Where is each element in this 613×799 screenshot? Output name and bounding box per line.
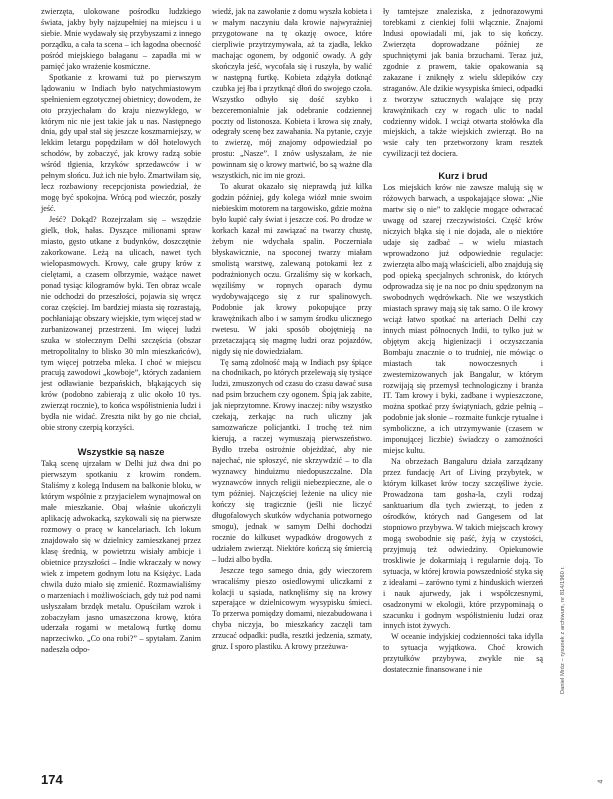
paragraph: Na obrzeżach Bangaluru działa zarządzany przez fundację Art of Living przybytek, w którym kilkaset krów toczy szczęśliwe życie. Prowadzona tam gosha-la, czyli rodzaj sanktuarium dla tych zwierząt, to jeden z ośrodków, których nad Gangesem od lat stopniowo przybywa. W takich miejscach krowy mogą swobodnie się paść, żyją w czystości, przyjmują też odwiedziny. Opiekunowie troskliwie je dokarmiają i regularnie doją. To sytuacja, w której krowia powszedniość styka się z ideałami – zarówno tymi z hinduskich wierzeń i nauk ajurwedy, jak i współczesnymi, osadzonymi w ekologii, które przypominają o szacunku i godnym współistnieniu ludzi oraz innych istot żywych. — [383, 457, 543, 631]
paragraph: W oceanie indyjskiej codzienności taka idylla to sytuacja wyjątkowa. Choć krowich przytułków przybywa, zwykle nie są dostatecznie finansowane i nie — [383, 632, 543, 675]
section-heading: Wszystkie są nasze — [77, 446, 165, 458]
paragraph: Taką scenę ujrzałam w Delhi już dwa dni po pierwszym spotkaniu z krowim rondem. Staliśmy z kolegą Indusem na balkonie bloku, w którym wspólnie z przyjacielem wynajmował on małe mieszkanie. Obaj właśnie ukończyli aplikację adwokacką, szykowali się na pierwsze rozmowy o pracę w kancelariach. Ich lokum znajdowało się w dzielnicy zamieszkanej przez klasę średnią, w powietrzu wisiały ambicje i obietnice przyszłości – Indie wkraczały w nowy wiek z impetem godnym lotu na Księżyc. Lada chwila dużo miało się zmienić. Rozmawialiśmy o marzeniach i możliwościach, gdy tuż pod nami usłyszałam brzdęk metalu. Opuściłam wzrok i zobaczyłam jasno umaszczona krowę, która uderzała rogami w metalową furtkę domu naprzeciwko. „Co ona robi?” – spytałam. Zanim nadeszła odpo- — [41, 459, 201, 655]
paragraph: ły tamtejsze znaleziska, z jednorazowymi torebkami z cienkiej folii włącznie. Znajomi Indusi opowiadali mi, jak to się kończy. Zwierzęta doprowadzane później ze spuchniętymi jak bania brzuchami. Teraz już, zgodnie z prawem, takie opakowania są zakazane i zniknęły z wielu sklepików czy straganów. Ale dzikie wysypiska śmieci, odpadki z tworzyw sztucznych walające się przy krawężnikach czy w rogach ulic to nadal codzienny widok. I wciąż otwarta stołówka dla miejskich, a także wiejskich zwierząt. Bo na wsie cały ten przetworzony kram resztek cywilizacji też dociera. — [383, 7, 543, 159]
page-number: 174 — [41, 772, 63, 787]
section-heading: Kurz i brud — [438, 170, 488, 182]
paragraph: Los miejskich krów nie zawsze malują się w różowych barwach, a uspokajające słowa: „Nie martw się o nie” to zaklęcie mogące odwracać uwagę od szarej rzeczywistości. Część krów niczyich błąka się i nie dojada, ale o niektóre udaje się zadbać – w wielu miastach wprowadzono już odpowiednie regulacje: zwierzęta albo mają właścicieli, albo znajdują się pod opieką specjalnych schronisk, do których odprowadza się je na noc po dniu spędzonym na swobodnych wędrówkach. Nie we wszystkich miastach sprawy mają się tak samo. O ile krowy wciąż łatwo spotkać na arteriach Delhi czy innych miast północnych Indii, to tylko już w objętym akcją higienizacji i oczyszczania Bombaju znacznie o to trudniej, nie mówiąc o miastach tak nowoczesnych i zwesternizowanych jak Bangalur, w którym rozwijają się przemysł technologiczny i branża IT. Tam krowy i byki, zadbane i wypieszczone, można spotkać przy świątyniach, gdzie pełnią – podobnie jak słonie – rozmaite funkcje rytualne i symboliczne, a ich utrzymywanie (czasem w imponującej liczbie) świadczy o zamożności miejsc kultu. — [383, 183, 543, 456]
photo-credit: Daniel Mróz – rysunek z archiwum, nr 814/1960 r. — [560, 566, 566, 694]
paragraph: Jeszcze tego samego dnia, gdy wieczorem wracaliśmy pieszo osiedlowymi uliczkami z kolacji u sąsiada, natknęliśmy się na krowy szperające w dzielnicowym wysypisku śmieci. To przerwa pomiędzy domami, niezabudowana i chyba niczyja, bo mieszkańcy zaczęli tam zrzucać odpadki: pudła, resztki jedzenia, szmaty, gruz. I sporo plastiku. A krowy przeżuwa- — [212, 565, 372, 652]
paragraph: To akurat okazało się nieprawdą już kilka godzin później, gdy kolega wiózł mnie swoim niebieskim motorem na targowisko, gdzie można było kupić cały świat i jeszcze coś. Po drodze w korkach kazał mi zawiązać na twarzy chustę, żebym nie wdychała spalin. Poczerniała błyskawicznie, na spoconej twarzy miałam smolistą warstwę, zalewaną potokami łez z podrażnionych oczu. Grzaliśmy się w korkach, węziliśmy w ropnych oparach dymu wydobywającego się z rur spalinowych. Podobnie jak krowy pokopujące przy krawężnikach albo i w samym środku ulicznego rwetesu. W jaki sposób obojętnieją na przetaczającą się magmę ludzi oraz pojazdów, nigdy się nie dowiedziałam. — [212, 182, 372, 356]
paragraph: zwierzęta, ulokowane pośrodku ludzkiego świata, jakby były najzupełniej na miejscu i u siebie. Mnie wydawały się przybyszami z innego porządku, a cała ta scena – ich łagodna obecność pośród miejskiego bałaganu – zapadła mi w pamięć jako wrażenie kosmiczne. — [41, 7, 201, 71]
paragraph: Jeść? Dokąd? Rozejrzałam się – wszędzie gielk, tłok, hałas. Dyszące milionami spraw miasto, gęsto utkane z budynków, doszczętnie zakorkowane. Leżą na ulicach, nawet tych wielopasmowych. Krowy, całe grupy krów z cielętami, a czasem olbrzymie, ważące nawet ponad tysiąc kilogramów byki. Ten obraz wcale nie odchodzi do przeszłości, pojawia się wręcz coraz częściej. Im bardziej miasta się rozrastają, pochłaniając obszary wiejskie, tym więcej stad w zurbanizowanej przestrzeni. Im więcej ludzi szuka w stołecznym Delhi szczęścia (obszar metropolitalny to blisko 30 mln mieszkańców), tym więcej potrzeba mleka. I choć w miejscu pracują zawodowi „kowboje”, których zadaniem jest odławianie bezpańskich, błąkających się krów (podobno zabierają z ulic około 10 tys. zwierząt rocznie), to końca współistnienia ludzi i bydła nie widać. Zreszta nikt by go nie chciał, obie strony czerpią korzyści. — [41, 215, 201, 433]
paragraph: Tę samą zdolność mają w Indiach psy śpiące na chodnikach, po których przelewają się tysiące ludzi, zmuszonych od czasu do czasu dawać susa nad psim brzuchem czy ogonem. Śpią jak zabite, jak nieprzytomne. Krowy inaczej: niby wszystko czekają, zerkając na ruch uliczny jak samozwańcze policjantki. I trochę też nim kierują, a raczej wymuszają pierwszeństwo. Bydło trzeba ostrożnie objeżdżać, aby nie najechać, nie spłoszyć, nie skrzywdzić – to dla wyznawcy hinduizmu niedopuszczalne. Dla wyznawców innych religii niebezpieczne, ale o tym później. Najczęściej leżenie na ulicy nie kończy się tragicznie (jeśli nie liczyć długofalowych skutków wdychania potwornego smogu), jednak w samym Delhi dochodzi rocznie do kilkuset wypadków drogowych z udziałem zwierząt. Niektóre kończą się śmiercią – ludzi albo bydła. — [212, 357, 372, 564]
corner-mark: 4 — [597, 779, 605, 784]
text-column-2 — [212, 7, 372, 653]
paragraph: Spotkanie z krowami tuż po pierwszym lądowaniu w Indiach było natychmiastowym spełnieniem egzotycznej obietnicy; dowodem, że oto przyjechałam do kraju niezwykłego, w którym nic nie jest takie jak u nas. Następnego dnia, gdy upał stał się jeszcze koszmarniejszy, w lekkim letargu popędziłam w dół hotelowych schodów, by zobaczyć, jak krowy radzą sobie wśród tłgienia, krzyków sprzedawców i w pełnym słońcu. Już ich nie było. Zmartwiłam się, lecz rozbawiony recepcjonista powiedział, że mogę być spokojna. Wrócą pod wieczór, poszły jeść. — [41, 72, 201, 214]
text-column-3 — [383, 7, 543, 676]
text-column-1 — [41, 7, 201, 656]
paragraph: wiedź, jak na zawołanie z domu wyszła kobieta i w małym naczyniu dała krowie najwyraźniej przygotowane na tę okazję owoce, które cierpliwie przytrzymywała, aż ta zjadła, lekko machając ogonem, by odgonić owady. A gdy skończyła jeść, wycofała się i ruszyła, by walić w następną furtkę. Kobieta zdążyła dotknąć czubka jej łba i przytknąć dłoń do swojego czoła. Wszystko odbyło się dość szybko i bezceremonialnie jak odebranie codziennej poczty od listonosza. Kobieta i krowa się znały, odegrały scenę bez zawahania. Na pytanie, czyje to zwierzę, mój znajomy odpowiedział po prostu: „Nasze”. I znów usłyszałam, że nie powinnam się o krowy martwić, bo są ważne dla wszystkich, nic im nie grozi. — [212, 7, 372, 181]
